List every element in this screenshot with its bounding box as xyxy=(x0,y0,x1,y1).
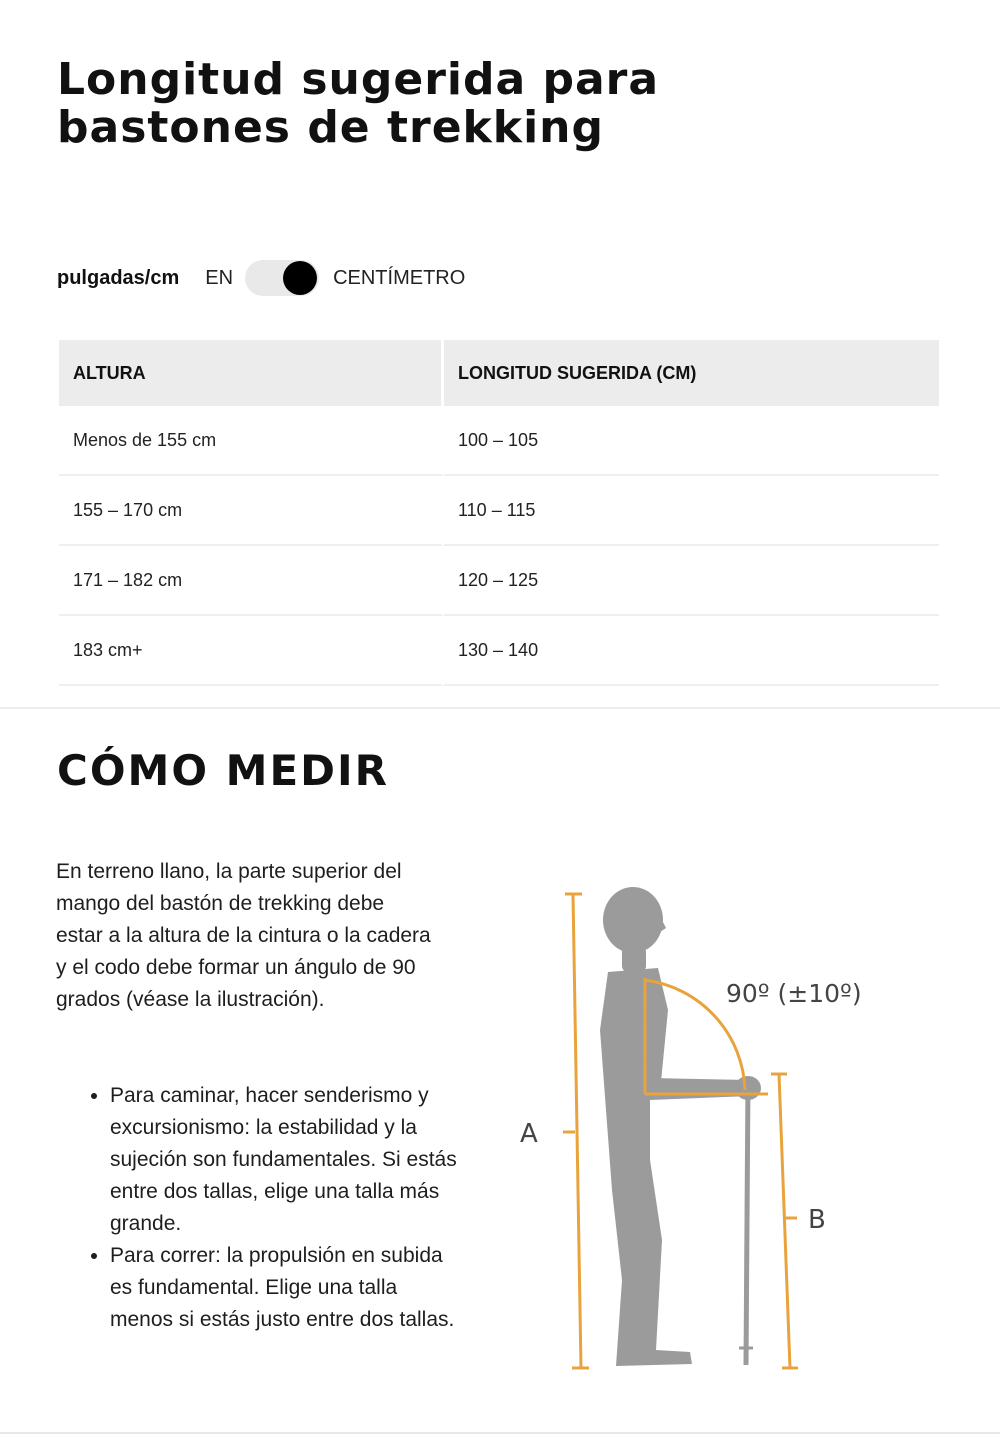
unit-toggle[interactable] xyxy=(245,260,319,296)
toggle-knob xyxy=(283,261,317,295)
section-title-how-to-measure: CÓMO MEDIR xyxy=(57,746,389,795)
cell-length: 110 – 115 xyxy=(444,476,939,546)
cell-length: 100 – 105 xyxy=(444,406,939,476)
list-item: • Para correr: la propulsión en subida es fundamental. Elige una talla menos si estás justo entre dos tallas. xyxy=(110,1240,460,1336)
column-header-length: LONGITUD SUGERIDA (CM) xyxy=(444,340,939,406)
unit-switch xyxy=(57,256,465,300)
table-row xyxy=(59,616,939,686)
cell-height: 155 – 170 cm xyxy=(59,476,444,546)
cell-height: Menos de 155 cm xyxy=(59,406,444,476)
cell-length: 120 – 125 xyxy=(444,546,939,616)
size-table xyxy=(59,340,939,686)
label-b: B xyxy=(808,1205,826,1235)
column-header-height: ALTURA xyxy=(59,340,444,406)
table-header-row xyxy=(59,340,939,406)
pole-measurement-illustration xyxy=(500,860,880,1380)
measure-intro-text: En terreno llano, la parte superior del mango del bastón de trekking debe estar a la altura de la cintura o la cadera y el codo debe formar un ángulo de 90 grados (véase la ilustración). xyxy=(56,860,431,1011)
unit-option-inches[interactable]: EN xyxy=(205,266,234,289)
measure-bar-b xyxy=(771,1074,798,1368)
angle-label: 90º (±10º) xyxy=(726,979,862,1008)
measure-bar-a xyxy=(563,894,589,1368)
measure-tips-list xyxy=(84,1080,460,1336)
page-title-line-1: Longitud sugerida para xyxy=(57,54,660,105)
trekking-pole xyxy=(739,1078,753,1365)
section-divider xyxy=(0,707,1000,709)
person-silhouette xyxy=(600,887,761,1366)
cell-height: 171 – 182 cm xyxy=(59,546,444,616)
bottom-divider xyxy=(0,1432,1000,1434)
unit-switch-label: pulgadas/cm xyxy=(57,266,180,289)
table-row xyxy=(59,406,939,476)
list-item: • Para caminar, hacer senderismo y excursionismo: la estabilidad y la sujeción son fundamentales. Si estás entre dos tallas, elige una talla más grande. xyxy=(110,1080,460,1240)
unit-option-centimeters[interactable]: CENTÍMETRO xyxy=(333,266,466,289)
table-row xyxy=(59,476,939,546)
page-title xyxy=(57,56,659,152)
table-row xyxy=(59,546,939,616)
label-a: A xyxy=(520,1119,538,1149)
cell-height: 183 cm+ xyxy=(59,616,444,686)
cell-length: 130 – 140 xyxy=(444,616,939,686)
page-title-line-2: bastones de trekking xyxy=(57,102,604,153)
